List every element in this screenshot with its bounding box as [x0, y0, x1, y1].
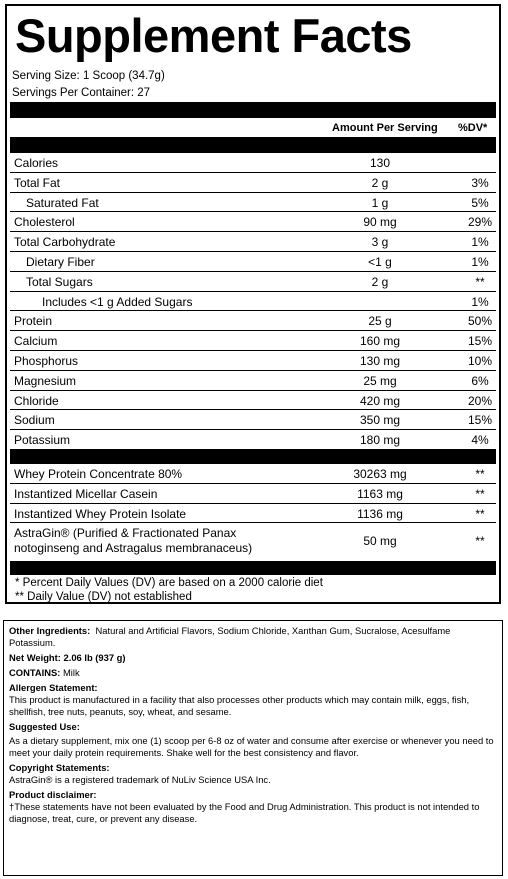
row-amount: 90 mg — [363, 215, 397, 230]
row-label: notoginseng and Astragalus membranaceus) — [14, 541, 253, 555]
row-amount: 1163 mg — [357, 486, 403, 501]
row-amount: 180 mg — [359, 433, 401, 448]
table-row — [10, 371, 496, 391]
row-label: Chloride — [14, 393, 59, 408]
row-label: Protein — [14, 314, 53, 329]
row-amount: <1 g — [368, 255, 392, 269]
panel-title: Supplement Facts — [15, 9, 412, 62]
row-dv: 1% — [471, 255, 489, 269]
row-dv: 29% — [467, 215, 493, 230]
disclaimer-text: †These statements have not been evaluated by the Food and Drug Administration. This product is not intended to diagnose, treat, cure, or prevent any disease. — [9, 801, 480, 824]
table-row — [10, 232, 496, 252]
row-label: Cholesterol — [14, 215, 75, 230]
net-weight: Net Weight: 2.06 lb (937 g) — [9, 652, 126, 663]
suggested-use-text: As a dietary supplement, mix one (1) scoop per 6-8 oz of water and consume after exercise or whenever you need to meet your daily protein requirements. Shake well for the best consistency and flavor. — [9, 735, 494, 758]
table-row — [10, 524, 496, 561]
row-amount: 30263 mg — [353, 467, 407, 481]
row-dv: ** — [475, 467, 485, 481]
row-label: Phosphorus — [14, 354, 79, 368]
table-row — [10, 212, 496, 232]
row-dv: ** — [475, 534, 485, 548]
row-label: Dietary Fiber — [26, 255, 95, 269]
row-label: Saturated Fat — [26, 195, 99, 210]
row-amount: 2 g — [371, 175, 389, 190]
thick-divider — [10, 450, 496, 464]
row-amount: 2 g — [371, 274, 389, 289]
row-label: Includes <1 g Added Sugars — [42, 294, 193, 309]
table-row — [10, 464, 496, 484]
thick-divider — [10, 137, 496, 153]
row-amount: 420 mg — [359, 393, 401, 408]
disclaimer-label: Product disclaimer: — [9, 789, 97, 800]
table-row — [10, 272, 496, 292]
servings-per-container: Servings Per Container: 27 — [12, 87, 151, 99]
row-dv: 5% — [471, 195, 489, 210]
row-dv: 10% — [467, 354, 493, 368]
copyright-text: AstraGin® is a registered trademark of NuLiv Science USA Inc. — [9, 774, 271, 785]
allergen-text: This product is manufactured in a facility that also processes other products which may contain milk, eggs, fish, shellfish, tree nuts, peanuts, soy, wheat, and sesame. — [9, 694, 470, 717]
row-dv: ** — [475, 274, 485, 289]
row-label: Magnesium — [14, 373, 77, 388]
row-label: Total Fat — [14, 175, 61, 190]
row-amount: 3 g — [371, 235, 389, 250]
row-label: Total Carbohydrate — [14, 235, 116, 250]
row-amount: 25 g — [368, 314, 392, 329]
row-label: Potassium — [14, 433, 71, 448]
table-row — [10, 292, 496, 312]
table-row — [10, 504, 496, 524]
table-row — [10, 173, 496, 193]
footnote-dv: * Percent Daily Values (DV) are based on a 2000 calorie diet — [15, 577, 323, 589]
row-amount: 50 mg — [363, 534, 397, 548]
table-row — [10, 351, 496, 371]
row-label: Total Sugars — [26, 274, 93, 289]
table-row — [10, 430, 496, 450]
row-amount: 130 — [369, 156, 391, 170]
row-dv: 6% — [471, 373, 489, 388]
thick-divider — [10, 561, 496, 575]
table-row — [10, 311, 496, 331]
contains-value: Milk — [63, 667, 80, 678]
table-row — [10, 410, 496, 430]
row-label: Sodium — [14, 413, 55, 428]
row-dv: 3% — [471, 175, 489, 190]
row-dv: 50% — [467, 314, 493, 329]
row-label: Whey Protein Concentrate 80% — [14, 467, 183, 481]
dv-header: %DV* — [458, 122, 488, 134]
row-label: AstraGin® (Purified & Fractionated Panax — [14, 526, 237, 540]
table-row — [10, 391, 496, 411]
contains-label: CONTAINS: — [9, 667, 61, 678]
product-info-panel — [3, 620, 503, 876]
row-amount: 25 mg — [363, 373, 397, 388]
table-row — [10, 193, 496, 213]
row-dv: ** — [475, 506, 485, 521]
table-row — [10, 484, 496, 504]
copyright-label: Copyright Statements: — [9, 762, 110, 773]
serving-size: Serving Size: 1 Scoop (34.7g) — [12, 70, 165, 82]
row-dv: ** — [475, 486, 485, 501]
row-amount: 160 mg — [359, 334, 401, 349]
other-ingredients: Natural and Artificial Flavors, Sodium Chloride, Xanthan Gum, Sucralose, Acesulfame Potassium. — [9, 625, 451, 648]
row-dv: 1% — [471, 235, 489, 250]
row-dv: 20% — [467, 393, 493, 408]
thick-divider — [10, 102, 496, 118]
allergen-label: Allergen Statement: — [9, 682, 98, 693]
footnote-not-established: ** Daily Value (DV) not established — [15, 591, 192, 603]
table-row — [10, 153, 496, 173]
table-row — [10, 331, 496, 351]
supplement-facts-panel — [5, 4, 501, 604]
row-label: Calories — [14, 156, 59, 170]
row-label: Calcium — [14, 334, 58, 349]
row-label: Instantized Whey Protein Isolate — [14, 506, 187, 521]
row-amount: 1136 mg — [357, 506, 403, 521]
suggested-use-label: Suggested Use: — [9, 721, 80, 732]
other-ingredients-label: Other Ingredients: — [9, 625, 91, 636]
row-dv: 4% — [471, 433, 489, 448]
row-amount: 350 mg — [359, 413, 401, 428]
table-row — [10, 252, 496, 272]
row-dv: 15% — [467, 413, 493, 428]
row-dv: 15% — [467, 334, 493, 349]
row-dv: 1% — [471, 294, 489, 309]
row-label: Instantized Micellar Casein — [14, 486, 158, 501]
row-amount: 1 g — [371, 195, 389, 210]
row-amount: 130 mg — [359, 354, 401, 368]
amount-header: Amount Per Serving — [332, 122, 438, 134]
